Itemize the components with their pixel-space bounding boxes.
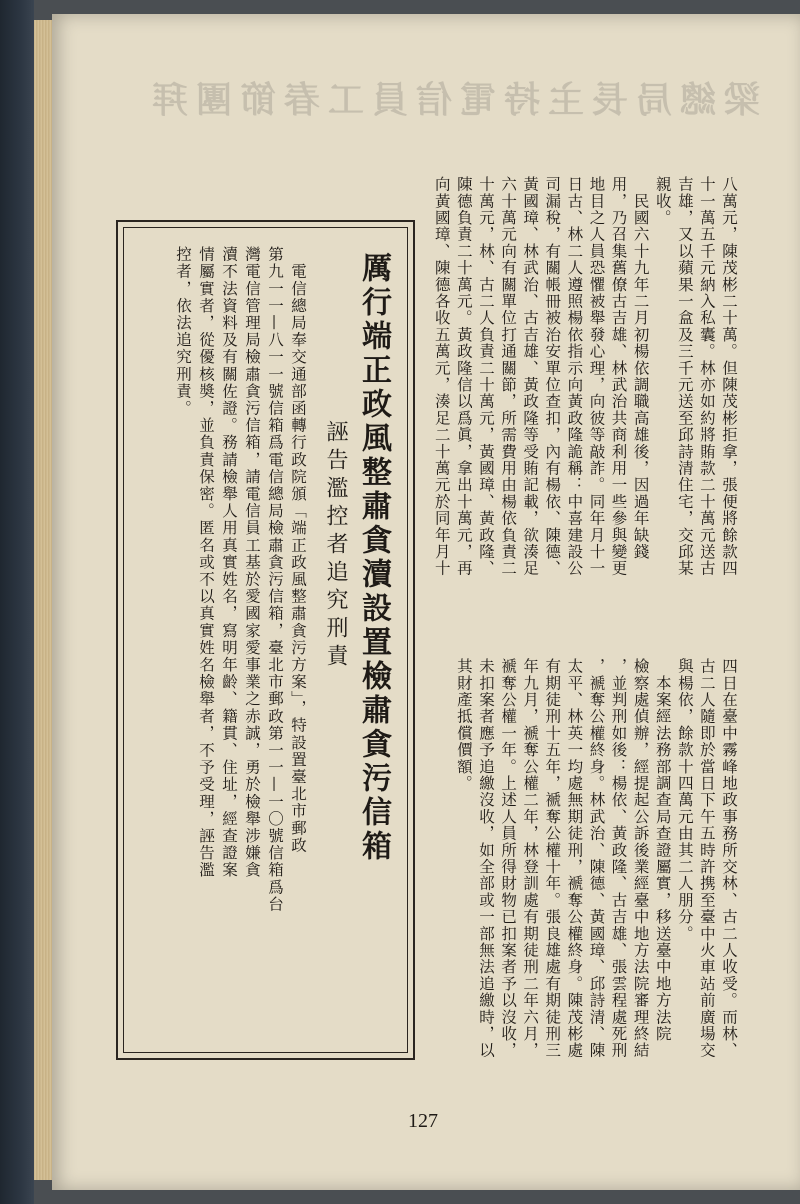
notice-subtitle: 誣告濫控者追究刑責 [323, 420, 348, 672]
bleed-through-text: 梁總局長主持電信員工春節團拜 [143, 79, 760, 121]
article-top-text: 八萬元，陳茂彬二十萬。但陳茂彬拒拿，張便將餘款四 十一萬五千元納入私囊。林亦如約將賄款二十萬元送古 吉雄，又以蘋果一盒及三千元送至邱詩清住宅，交邱某 親收。 民國六十九年二月初楊依調職高雄後，因過年缺錢 用，乃召集舊僚古吉雄、林武治共商利用一些參與變更 地目之人員恐懼被舉發心理，向彼等敲詐。同年月十一 日古、林二人遵照楊依指示向黃政隆詭稱：中喜建設公 司漏稅，有關帳冊被治安單位查扣，內有楊依、陳德、 黃國璋、林武治、古吉雄、黃政隆等受賄記載，欲湊足 六十萬元向有關單位打通關節，所需費用由楊依負責二 十萬元，林、古二人負責二十萬元，黃國璋、黃政隆、 陳德負責二十萬元。黃政隆信以爲眞，拿出十萬元，再 向黃國璋、陳德各收五萬元，湊足二十萬元於同年月十 [432, 176, 738, 577]
page-number: 127 [408, 1110, 438, 1132]
book-page [52, 14, 800, 1190]
notice-box-inner-border [123, 227, 408, 1053]
notice-title: 厲行端正政風整肅貪瀆設置檢肅貪污信箱 [356, 252, 391, 864]
article-bottom-text: 四日在臺中霧峰地政事務所交林、古二人收受。而林、 古二人隨即於當日下午五時許携至臺中火車站前廣場交 與楊依，餘款十四萬元由其二人朋分。 本案經法務部調查局查證屬實，移送臺中地方法院 檢察處偵辦，經提起公訴後業經臺中地方法院審理終結 ，並判刑如後：楊依、黃政隆、古吉雄、張雲程處死刑 ，褫奪公權終身。林武治、陳德、黃國璋、邱詩清、陳 太平、林英一均處無期徒刑，褫奪公權終身。陳茂彬處 有期徒刑十五年，褫奪公權十年。張良雄處有期徒刑三 年九月，褫奪公權二年，林登訓處有期徒刑二年六月， 褫奪公權一年。上述人員所得財物已扣案者予以沒收， 未扣案者應予追繳沒收，如全部或一部無法追繳時，以 其財產抵償價額。 [454, 658, 738, 1059]
notice-box [116, 220, 415, 1060]
notice-body: 電信總局奉交通部函轉行政院頒「端正政風整肅貪污方案」，特設置臺北市郵政 第九一一—八一一號信箱爲電信總局檢肅貪污信箱，臺北市郵政第一一—一〇號信箱爲台 灣電信管理局檢肅貪污信箱，請電信員工基於愛國家愛事業之赤誠，勇於檢舉涉嫌貪 瀆不法資料及有關佐證。務請檢舉人用真實姓名，寫明年齡、籍貫、住址，經查證案 情屬實者，從優核奬，並負責保密。匿名或不以真實姓名檢舉者，不予受理，誣告濫 控者，依法追究刑責。 [174, 246, 307, 913]
book-spine [0, 0, 34, 1204]
